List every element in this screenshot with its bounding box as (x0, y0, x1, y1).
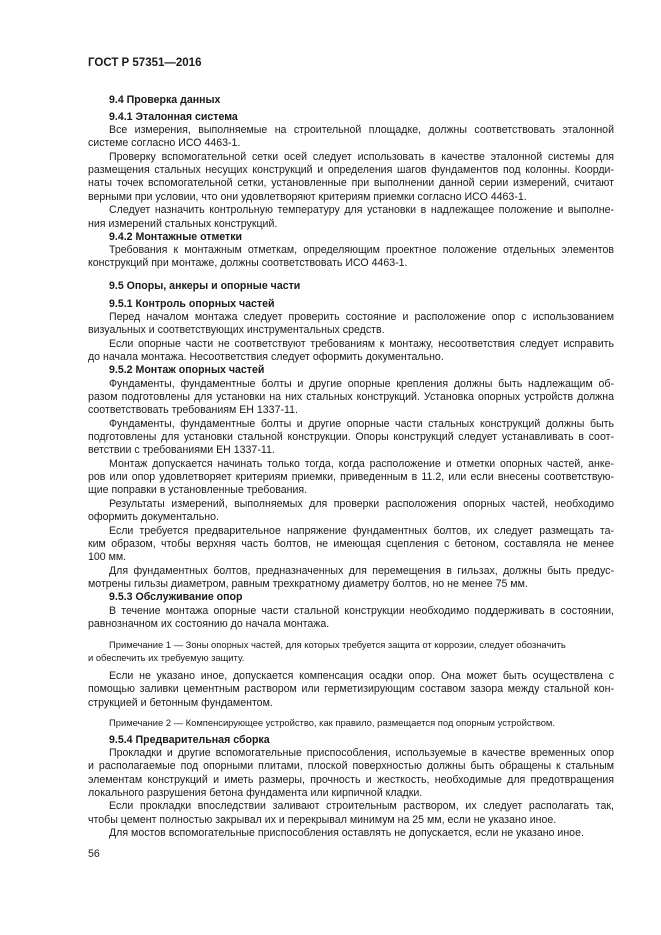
note-line: Примечание 2 — Компенсирующее устройство, как правило, размещается под опорным устройством. (109, 717, 555, 728)
paragraph-line: до начала монтажа. Несоответствия следует оформить документально. (88, 351, 444, 363)
paragraph-line: Прокладки и другие вспомогательные приспособления, используемые в качестве временных опор (109, 747, 614, 759)
paragraph-line: Если опорные части не соответствуют требованиям к монтажу, несоответствия следует исправить (109, 338, 614, 350)
paragraph-line: Проверку вспомогательной сетки осей следует использовать в качестве эталонной системы для (109, 151, 614, 163)
document-code: ГОСТ Р 57351—2016 (88, 57, 202, 69)
paragraph-line: Фундаменты, фундаментные болты и другие опорные крепления должны быть надлежащим об- (109, 378, 614, 390)
paragraph-line: системе согласно ИСО 4463-1. (88, 137, 241, 149)
paragraph-line: Фундаменты, фундаментные болты и другие опорные части стальных конструкций должны быть (109, 418, 614, 430)
paragraph-line: наты точек вспомогательной сетки, установленные при выполнении данной серии измерений, считают (88, 177, 614, 189)
paragraph-line: мотрены гильзы диаметром, равным трехкратному диаметру болтов, но не менее 75 мм. (88, 578, 528, 590)
paragraph-line: Следует назначить контрольную температуру для установки в надлежащее положение и выполне- (109, 204, 614, 216)
subsection-heading: 9.4.2 Монтажные отметки (109, 231, 243, 243)
paragraph-line: локального разрушения бетона фундамента или кирпичной кладки. (88, 787, 423, 799)
paragraph-line: ким образом, чтобы верхняя часть болтов, не имеющая сцепления с бетоном, составляла не менее (88, 538, 614, 550)
paragraph-line: конструкций при монтаже, должны соответствовать ИСО 4463-1. (88, 257, 408, 269)
paragraph-line: равнозначном их состоянию до начала монтажа. (88, 618, 330, 630)
paragraph-line: ветствии с требованиями ЕН 1337-11. (88, 444, 275, 456)
paragraph-line: визуальных и соответствующих инструментальных средств. (88, 324, 385, 336)
subsection-heading: 9.5.4 Предварительная сборка (109, 734, 270, 746)
paragraph-line: ния измерений стальных конструкций. (88, 218, 278, 230)
page-number: 56 (88, 848, 100, 860)
paragraph-line: Для мостов вспомогательные приспособления оставлять не допускается, если не указано иное. (109, 827, 584, 839)
paragraph-line: Перед началом монтажа следует проверить состояние и расположение опор с использованием (109, 311, 614, 323)
paragraph-line: Требования к монтажным отметкам, определяющим проектное положение отдельных элементов (109, 244, 614, 256)
paragraph-line: струкцией и бетонным фундаментом. (88, 697, 273, 709)
paragraph-line: подготовлены для установки стальной конструкции. Опоры конструкций следует устанавливать в соот- (88, 431, 614, 443)
paragraph-line: В течение монтажа опорные части стальной конструкции необходимо поддерживать в состоянии, (109, 605, 614, 617)
subsection-heading: 9.4.1 Эталонная система (109, 111, 238, 123)
paragraph-line: Если прокладки впоследствии заливают строительным раствором, их следует располагать так, (109, 800, 614, 812)
paragraph-line: помощью заливки цементным раствором или герметизирующим составом зазора между стальной кон- (88, 683, 614, 695)
paragraph-line: 100 мм. (88, 551, 127, 563)
subsection-heading: 9.5.2 Монтаж опорных частей (109, 364, 265, 376)
paragraph-line: оформить документально. (88, 511, 219, 523)
section-heading: 9.4 Проверка данных (109, 94, 221, 106)
subsection-heading: 9.5.3 Обслуживание опор (109, 591, 243, 603)
note-line: и обеспечить их требуемую защиту. (88, 652, 245, 663)
paragraph-line: Для фундаментных болтов, предназначенных для перемещения в гильзах, должны быть предус- (109, 565, 614, 577)
paragraph-line: Если не указано иное, допускается компенсация осадки опор. Она может быть осуществлена с (109, 670, 614, 682)
paragraph-line: ров или опор удовлетворяет критериям приемки, приведенным в 11.2, или если внесены соответствую- (88, 471, 614, 483)
paragraph-line: Результаты измерений, выполняемых для проверки расположения опорных частей, необходимо (109, 498, 614, 510)
paragraph-line: Если требуется предварительное напряжение фундаментных болтов, их следует размещать та- (109, 525, 614, 537)
note-text: Примечание 1 — Зоны опорных частей, для которых требуется защита от коррозии, следует обозначить (109, 639, 566, 650)
paragraph-line: элементам конструкций и иметь размеры, прочность и жесткость, необходимые для предотвращения (88, 774, 614, 786)
paragraph-line: чтобы цемент полностью закрывал их и перекрывал минимум на 25 мм, если не указано иное. (88, 814, 557, 826)
paragraph-line: Монтаж допускается начинать только тогда, когда расположение и отметки опорных частей, анке- (109, 458, 614, 470)
paragraph-line: и располагаемые под опорными плитами, плоской поверхностью должны быть обращены к стальным (88, 760, 614, 772)
paragraph-line: верными при условии, что они удовлетворяют критериям приемки согласно ИСО 4463-1. (88, 191, 527, 203)
paragraph-line: размещения стальных несущих конструкций и определения шагов фундаментов под колонны. Коорди- (88, 164, 614, 176)
paragraph-line: щие поправки в установленные требования. (88, 484, 308, 496)
subsection-heading: 9.5.1 Контроль опорных частей (109, 298, 275, 310)
paragraph-line: соответствовать требованиям ЕН 1337-11. (88, 404, 298, 416)
paragraph-line: разом подготовлены для установки на них стальных конструкций. Установка опорных устройств должна (88, 391, 614, 403)
note-line (109, 638, 614, 651)
paragraph-line: Все измерения, выполняемые на строительной площадке, должны соответствовать эталонной (109, 124, 614, 136)
section-heading: 9.5 Опоры, анкеры и опорные части (109, 280, 301, 292)
